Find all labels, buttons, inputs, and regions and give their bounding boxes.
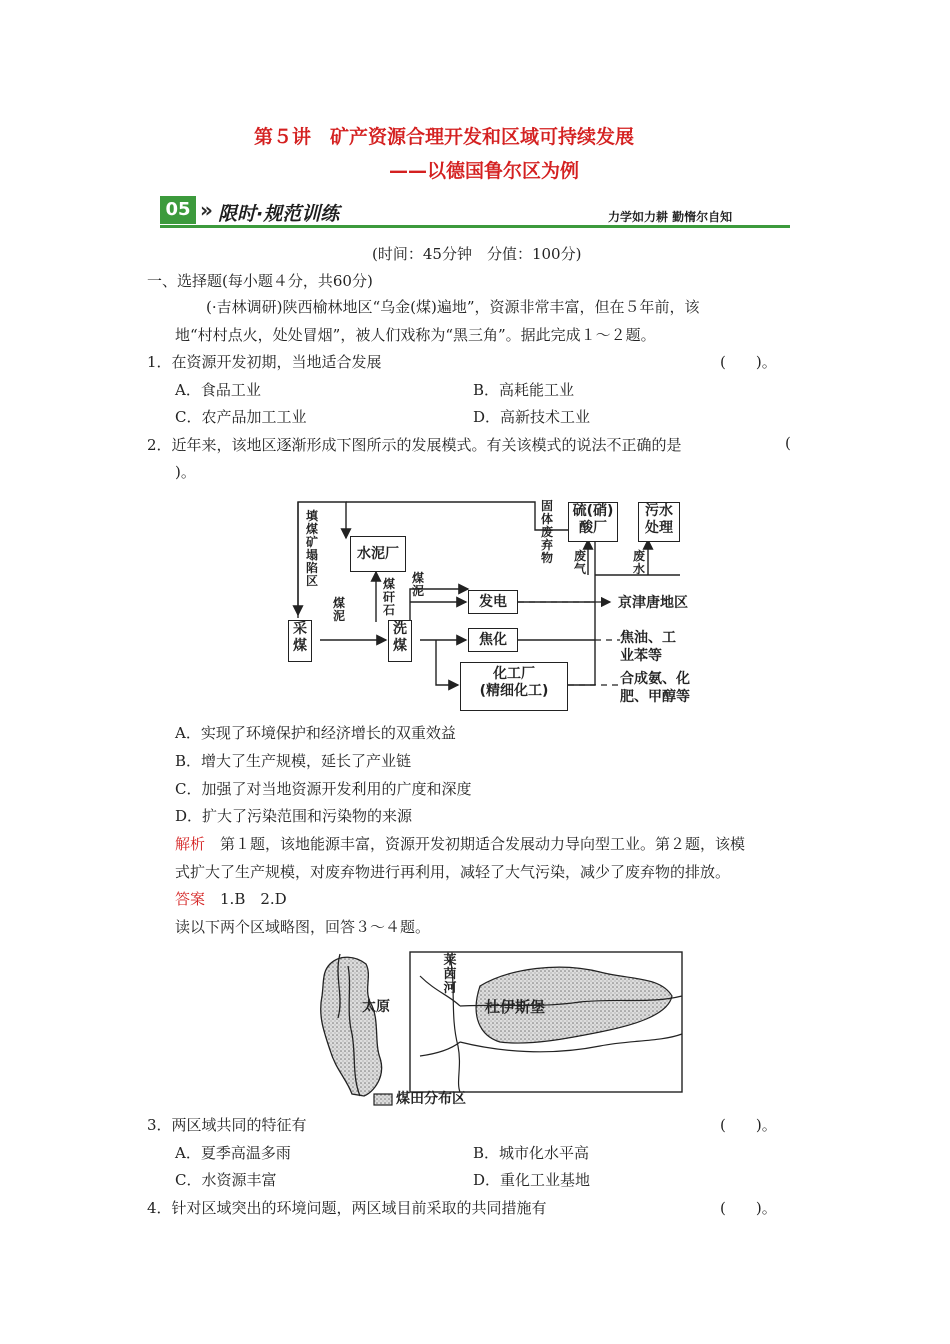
output-coking-line-2: 业苯等 — [620, 648, 662, 664]
q2-option-a: A．实现了环境保护和经济增长的双重效益 — [175, 724, 456, 742]
output-coking — [620, 629, 676, 665]
coal-slime-label-1: 煤泥 — [332, 596, 345, 623]
q2-stem: 2．近年来，该地区逐渐形成下图所示的发展模式。有关该模式的说法不正确的是 — [147, 436, 682, 454]
chemical-plant-line-2: (精细化工) — [479, 683, 549, 699]
chemical-plant-box — [460, 662, 568, 711]
q2-option-b: B．增大了生产规模，延长了产业链 — [175, 752, 412, 770]
intro-line-2: 地“村村点火，处处冒烟”，被人们戏称为“黑三角”。据此完成１～２题。 — [175, 326, 656, 344]
q3-option-c: C．水资源丰富 — [175, 1171, 277, 1189]
flow-diagram — [280, 490, 700, 715]
read-maps-instruction: 读以下两个区域略图，回答３～４题。 — [175, 918, 431, 936]
coking-box: 焦化 — [468, 628, 518, 652]
coal-gangue-label: 煤矸石 — [382, 577, 395, 617]
banner-text: 限时·规范训练 — [218, 203, 340, 225]
q2-option-c: C．加强了对当地资源开发利用的广度和深度 — [175, 780, 472, 798]
sewage-line-1: 污水 — [645, 503, 673, 519]
q4-stem: 4．针对区域突出的环境问题，两区域目前采取的共同措施有 — [147, 1199, 547, 1217]
chemical-plant-line-1: 化工厂 — [493, 666, 535, 682]
q3-option-a: A．夏季高温多雨 — [175, 1144, 291, 1162]
banner-rule — [160, 225, 790, 228]
output-chemical-line-2: 肥、甲醇等 — [620, 689, 690, 705]
q3-stem: 3．两区域共同的特征有 — [147, 1116, 307, 1134]
power-box: 发电 — [468, 590, 518, 614]
sulfuric-acid-box — [568, 502, 618, 542]
q1-option-a: A．食品工业 — [175, 381, 261, 399]
coal-washing-box: 洗煤 — [388, 620, 412, 662]
shanxi-map — [321, 954, 382, 1096]
cement-plant-box: 水泥厂 — [350, 536, 406, 572]
q3-option-d: D．重化工业基地 — [473, 1171, 591, 1189]
page-subtitle: ——以德国鲁尔区为例 — [389, 160, 580, 182]
coal-mining-box: 采煤 — [288, 620, 312, 662]
page-title: 第５讲 矿产资源合理开发和区域可持续发展 — [254, 126, 635, 148]
output-jingjintang: 京津唐地区 — [618, 595, 688, 611]
answer-line — [175, 888, 287, 909]
q1-option-b: B．高耗能工业 — [473, 381, 575, 399]
legend-swatch — [374, 1094, 392, 1105]
output-chemical — [620, 670, 690, 706]
q1-stem: 1．在资源开发初期，当地适合发展 — [147, 353, 382, 371]
answer-text: 1.B 2.D — [205, 890, 287, 908]
q3-blank: ( )。 — [720, 1116, 777, 1134]
output-coking-line-1: 焦油、工 — [620, 630, 676, 646]
intro-line-1: (·吉林调研)陕西榆林地区“乌金(煤)遍地”，资源非常丰富，但在５年前，该 — [206, 298, 700, 316]
coal-slime-label-2: 煤泥 — [411, 571, 424, 598]
label-rhine: 莱茵河 — [443, 953, 457, 996]
waste-water-label: 废水 — [632, 549, 645, 576]
legend-label: 煤田分布区 — [396, 1091, 466, 1107]
sulfuric-acid-line-2: 酸厂 — [579, 520, 607, 536]
q1-blank: ( )。 — [720, 353, 777, 371]
waste-gas-label: 废气 — [573, 549, 586, 576]
region-maps-svg — [300, 946, 690, 1111]
q2-option-d: D．扩大了污染范围和污染物的来源 — [175, 807, 413, 825]
analysis-line-2: 式扩大了生产规模，对废弃物进行再利用，减轻了大气污染，减少了废弃物的排放。 — [175, 863, 731, 881]
sewage-line-2: 处理 — [645, 520, 673, 536]
sewage-box — [638, 502, 680, 542]
analysis-line-1 — [175, 833, 745, 854]
label-duisburg: 杜伊斯堡 — [485, 998, 546, 1016]
analysis-text-1: 第１题，该地能源丰富，资源开发初期适合发展动力导向型工业。第２题，该模 — [205, 835, 746, 853]
sulfuric-acid-line-1: 硫(硝) — [572, 503, 614, 519]
q2-blank-close: )。 — [175, 463, 196, 481]
output-chemical-line-1: 合成氨、化 — [620, 671, 690, 687]
banner-arrow: » — [200, 198, 213, 222]
q1-option-d: D．高新技术工业 — [473, 408, 591, 426]
solid-waste-label: 固体废弃物 — [540, 499, 553, 565]
q3-option-b: B．城市化水平高 — [473, 1144, 590, 1162]
section-heading: 一、选择题(每小题４分，共60分) — [147, 272, 373, 290]
banner-number: 05 — [160, 196, 196, 224]
q2-blank-open: ( — [785, 434, 791, 452]
banner-motto: 力学如力耕 勤惰尔自知 — [608, 210, 733, 224]
analysis-label: 解析 — [175, 835, 206, 853]
answer-label: 答案 — [175, 890, 206, 908]
region-maps — [300, 946, 690, 1111]
q4-blank: ( )。 — [720, 1199, 777, 1217]
time-score: (时间：45分钟 分值：100分) — [372, 245, 582, 263]
section-banner — [160, 196, 790, 228]
label-taiyuan: 太原 — [362, 999, 390, 1015]
fill-collapse-label: 填煤矿塌陷区 — [305, 509, 318, 588]
q1-option-c: C．农产品加工工业 — [175, 408, 307, 426]
